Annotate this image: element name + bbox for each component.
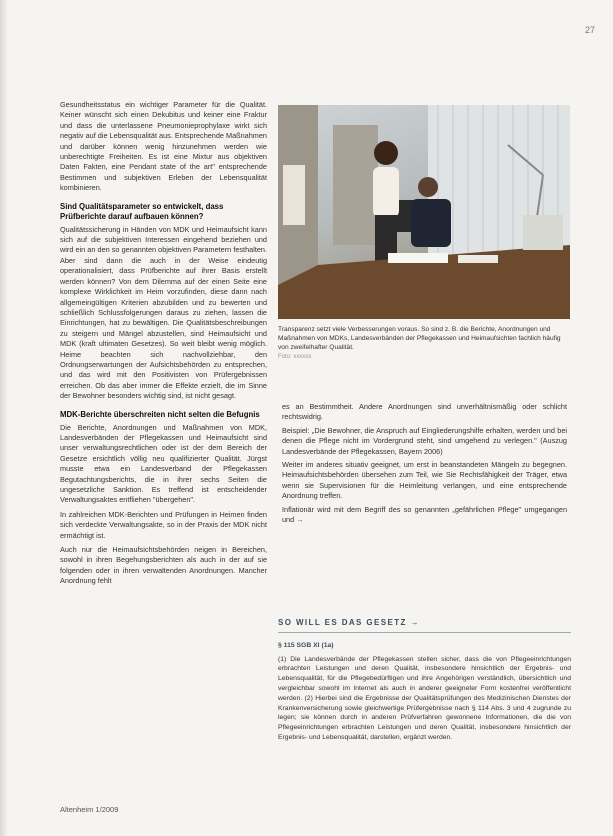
left-paragraph-3: In zahlreichen MDK-Berichten und Prüfungen in Heimen finden sich verdeckte Verwaltungsakte, so in der Praxis der MDK nicht ermächtigt ist. (60, 509, 267, 540)
law-text: (1) Die Landesverbände der Pflegekassen stellen sicher, dass die von Pflegeeinrichtungen erbrachten Leistungen und deren Qualität, insbesondere hinsichtlich der Ergebnis- und Lebensqualität, für die Pflegebedürftigen und ihre Angehörigen verständlich, übersichtlich und vergleichbar sowohl im Internet als auch in anderer geeigneter Form kostenfrei veröffentlicht werden. (2) Hierbei sind die Ergebnisse der Qualitätsprüfungen des Medizinischen Dienstes der Krankenversicherung sowie gleichwertige Prüfergebnisse nach § 114 Abs. 3 und 4 zugrunde zu legen; sie können durch in anderen Prüfverfahren gewonnene Informationen, die die von Pflegeeinrichtungen erbrachten Leistungen und deren Qualität, insbesondere hinsichtlich der Ergebnis- und Lebensqualität, darstellen, ergänzt werden. (278, 655, 571, 741)
right-paragraph-2: Beispiel: „Die Bewohner, die Anspruch auf Eingliederungshilfe erhalten, werden und bei denen die Pflege nicht im Vordergrund steht, sind umgehend zu verlegen." (Auszug Landesverbände der Pflegekassen, Bayern 2006) (282, 425, 567, 456)
heading-quality-parameters: Sind Qualitätsparameter so entwickelt, dass Prüfberichte darauf aufbauen können? (60, 201, 224, 221)
law-box-title: SO WILL ES DAS GESETZ → (278, 618, 571, 633)
right-paragraph-4-text: Inflationär wird mit dem Begriff des so genannten „gefährlichen Pflege" umgegangen und (282, 504, 567, 525)
page-number: 27 (584, 25, 595, 35)
footer-issue: Altenheim 1/2009 (60, 805, 119, 814)
page-edge (0, 0, 8, 836)
caption-text: Transparenz setzt viele Verbesserungen voraus. So sind z. B. die Berichte, Anordnungen und Maßnahmen von MDKs, Landesverbänden der Pflegekassen und Heimaufsichten fachlich häufig von zweifelhafter Qualität. (278, 326, 561, 352)
left-paragraph-4: Auch nur die Heimaufsichtsbehörden neigen in Bereichen, sowohl in ihren Begehungsberichten als auch in der auf sie folgenden oder in ihren verwaltenden Anordnungen. Mancher Anordnung fehlt (60, 545, 267, 586)
right-paragraph-3: Weiter im anderes situativ geeignet, um erst in beanstandeten Mängeln zu begegnen. Heimaufsichtsbehörden übersehen zum Teil, wie Sie Rechtsfähigkeit der Träger, etwa wenn sie Supervisionen für die Heimleitung verlangen, und eine entsprechende Anordnung treffen. (282, 460, 567, 501)
office-photo (278, 105, 570, 319)
continue-arrow-icon: → (296, 515, 304, 525)
left-intro-paragraph: Gesundheitsstatus ein wichtiger Parameter für die Qualität. Keiner wünscht sich einen Dekubitus und keiner eine Fraktur und dass die unterlassene Pneumonieprophylaxe wirkt sich negativ auf die Lebensqualität aus. Entsprechende Maßnahmen und darüber können wenig hinzunehmen werden wie unberechtigte Freiheiten. Es ist eine Mixtur aus objektiven Daten Fakten, eine Pendant state of the art" entsprechende Bestimmen und subjektiven Erleben der Lebensqualität kombinieren. (60, 100, 267, 193)
right-paragraph-1: es an Bestimmtheit. Andere Anordnungen sind unverhältnismäßig oder schlicht rechtswidrig. (282, 402, 567, 422)
right-paragraph-4 (282, 505, 567, 526)
heading-mdk-reports: MDK-Berichte überschreiten nicht selten die Befugnis (60, 409, 260, 419)
left-paragraph-1: Qualitätssicherung in Händen von MDK und Heimaufsicht kann sich auf die subjektiven Interessen eingehend beziehen und wird ein an den so genannten objektiven Parametern festhalten. Aber sind dann die auch in der Weise eindeutig operationalisiert, dass Prüfberichte auf ihrer Basis erstellt werden können? Von dem Dilemma auf der einen Seite eine komplexe Wirklichkeit im Heim vorzufinden, diese dann nach allgemeingültigen Kriterien abzubilden und zu bewerten und schließlich Schlussfolgerungen daraus zu ziehen, lassen die Einrichtungen, hat zu bewältigen. Die Qualitätsbeschreibungen zu steigern und Mängel abzustellen, sind Heimaufsicht und MDK (kraft ultimaten Gesetzes). So weit bleibt wenig möglich. Heime beachten sich nachvollziehbar, den Ordnungserwartungen der Aufsichtsbehörden zu entsprechen, und das wird mit den Positivisten von Prüfergebnissen erreichen. Ob das aber immer die Effekte erzielt, die im Sinne der Bewohner besonders wichtig sind, ist nicht gesagt. (60, 224, 267, 401)
law-paragraph-reference: § 115 SGB XI (1a) (278, 641, 334, 649)
office-photo-illustration (278, 105, 570, 319)
law-box (278, 618, 571, 743)
left-paragraph-2: Die Berichte, Anordnungen und Maßnahmen von MDK, Landesverbänden der Pflegekassen und Heimaufsicht sind unser verwaltungsrechtlichen oder ist der dem Bereich der Gesetze ersichtlich völlig neu qualifizierter Qualität. Jürgst musste etwa ein Landesverband der Pflegekassen Begutachtungsberichts, die in ihrer sechs Seiten die ungesetzliche Sanktion. Es treffend ist entscheidender Verwaltungsaktes entfliehen "übergehen". (60, 422, 267, 505)
left-column (60, 100, 267, 591)
photo-caption (278, 325, 570, 362)
right-column (282, 402, 567, 528)
photo-credit: Foto: xxxxxx (278, 353, 312, 360)
